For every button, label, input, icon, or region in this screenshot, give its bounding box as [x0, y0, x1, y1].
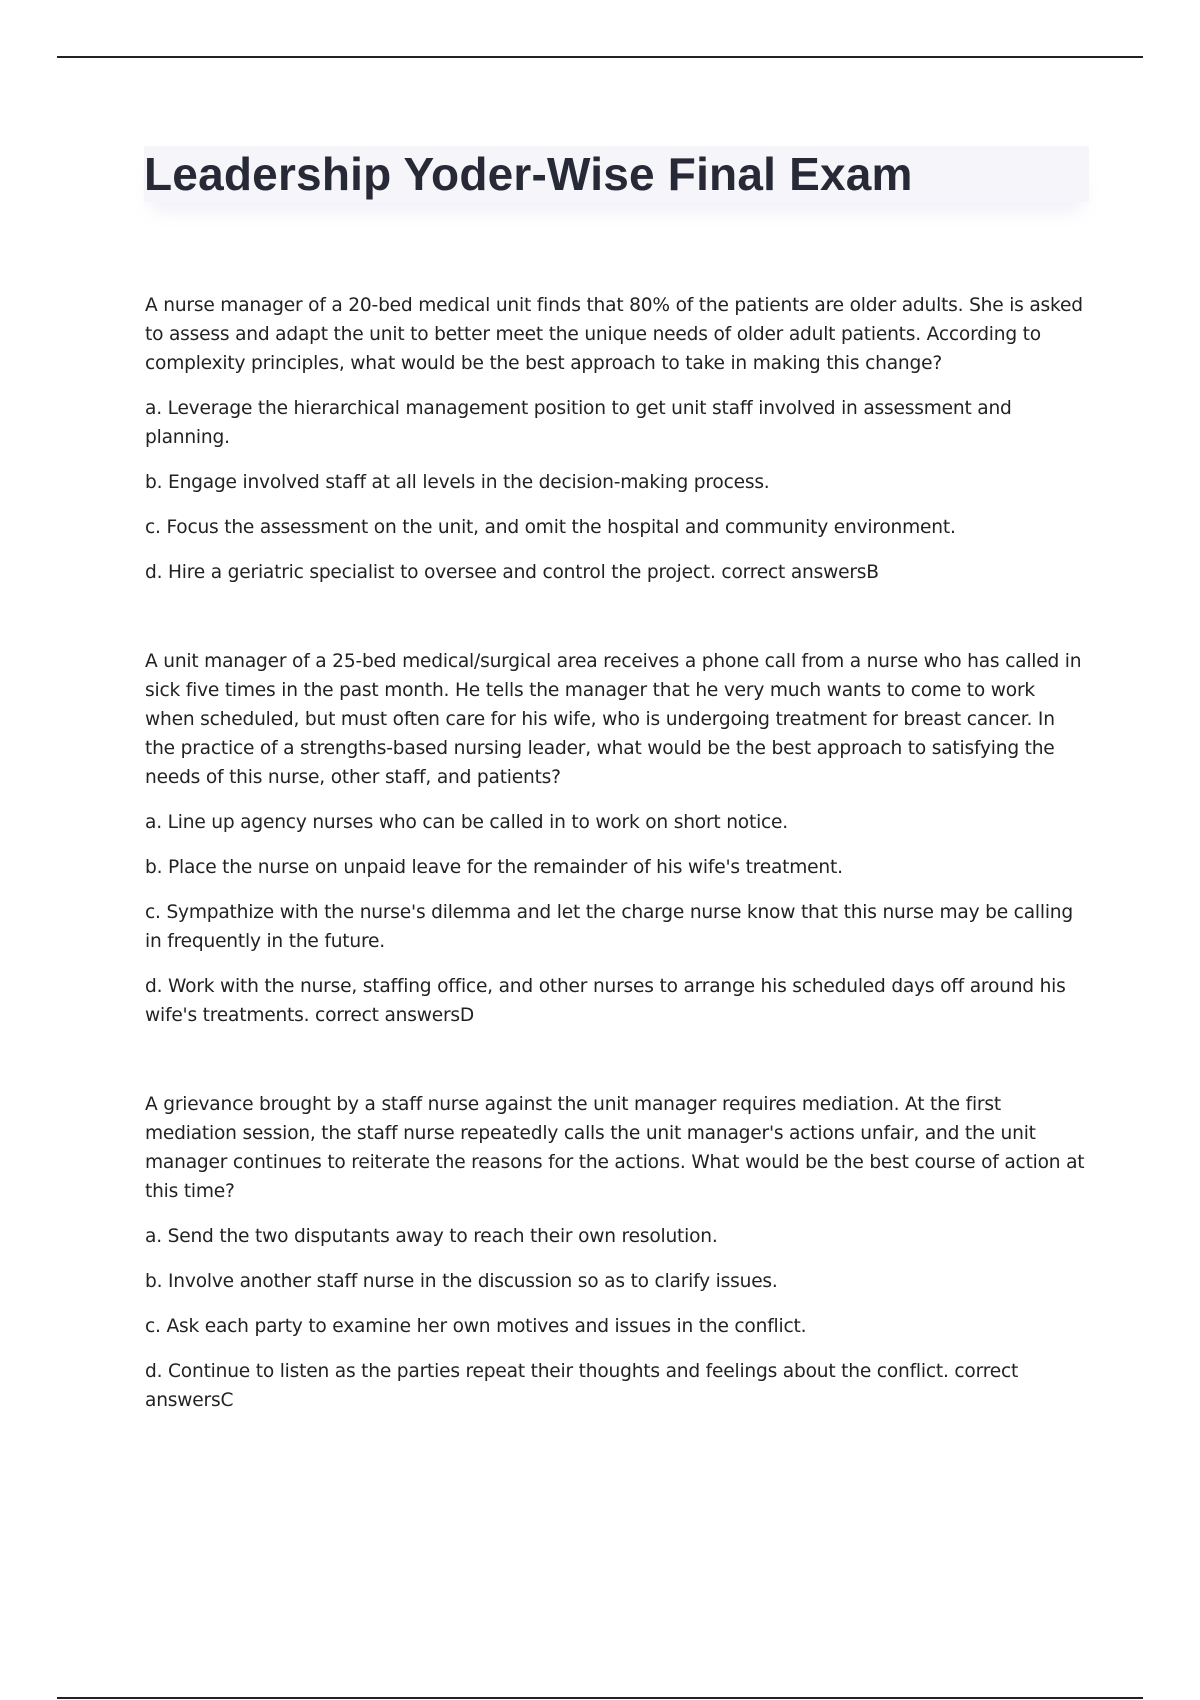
title-banner	[144, 146, 1089, 202]
answer-option-a: a. Leverage the hierarchical management position to get unit staff involved in assessment and planning.	[145, 398, 1012, 448]
answer-option-c: c. Focus the assessment on the unit, and omit the hospital and community environment.	[145, 517, 956, 538]
question-stem: A grievance brought by a staff nurse against the unit manager requires mediation. At the first mediation session, the staff nurse repeatedly calls the unit manager's actions unfair, and the unit manager continues to reiterate the reasons for the actions. What would be the best course of action at this time?	[145, 1094, 1085, 1202]
answer-option-d: d. Work with the nurse, staffing office, and other nurses to arrange his scheduled days off around his wife's treatments. correct answersD	[145, 976, 1066, 1026]
answer-option-d: d. Continue to listen as the parties repeat their thoughts and feelings about the conflict. correct answersC	[145, 1361, 1019, 1411]
answer-option-d: d. Hire a geriatric specialist to oversee and control the project. correct answersB	[145, 562, 879, 583]
answer-option-c: c. Sympathize with the nurse's dilemma and let the charge nurse know that this nurse may be calling in frequently in the future.	[145, 902, 1073, 952]
answer-option-a: a. Send the two disputants away to reach their own resolution.	[145, 1226, 718, 1247]
answer-option-b: b. Involve another staff nurse in the discussion so as to clarify issues.	[145, 1271, 778, 1292]
answer-option-b: b. Engage involved staff at all levels in the decision-making process.	[145, 472, 770, 493]
document-body	[145, 291, 1090, 1475]
question-stem: A nurse manager of a 20-bed medical unit finds that 80% of the patients are older adults. She is asked to assess and adapt the unit to better meet the unique needs of older adult patients. According to complexity principles, what would be the best approach to take in making this change?	[145, 295, 1083, 374]
answer-option-c: c. Ask each party to examine her own motives and issues in the conflict.	[145, 1316, 807, 1337]
question-1	[145, 291, 1090, 587]
header-rule	[57, 56, 1143, 58]
question-stem: A unit manager of a 25-bed medical/surgical area receives a phone call from a nurse who has called in sick five times in the past month. He tells the manager that he very much wants to come to work when scheduled, but must often care for his wife, who is undergoing treatment for breast cancer. In the practice of a strengths-based nursing leader, what would be the best approach to satisfying the needs of this nurse, other staff, and patients?	[145, 651, 1082, 788]
page-title: Leadership Yoder-Wise Final Exam	[144, 148, 913, 200]
footer-rule	[57, 1697, 1143, 1699]
answer-option-b: b. Place the nurse on unpaid leave for the remainder of his wife's treatment.	[145, 857, 843, 878]
question-2	[145, 647, 1090, 1030]
answer-option-a: a. Line up agency nurses who can be called in to work on short notice.	[145, 812, 789, 833]
question-3	[145, 1090, 1090, 1415]
